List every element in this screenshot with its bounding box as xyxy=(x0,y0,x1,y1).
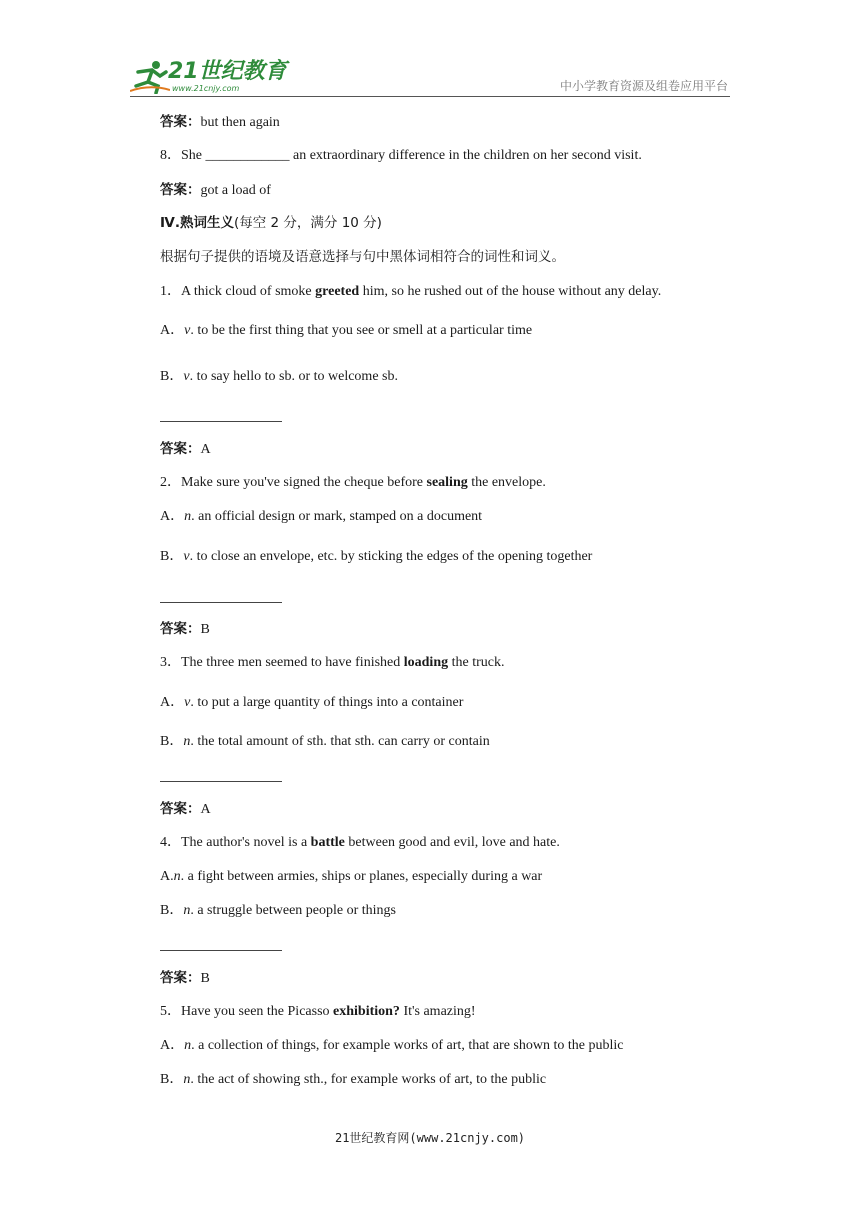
answer-7 xyxy=(160,113,280,132)
question-text-end: It's amazing! xyxy=(399,1004,476,1019)
site-logo[interactable] xyxy=(130,60,290,94)
answer-1 xyxy=(160,440,211,459)
part-of-speech: v xyxy=(184,695,191,710)
option-letter: A． xyxy=(160,509,185,524)
section-4-instructions xyxy=(160,248,565,267)
answer-text: but then again xyxy=(200,115,280,130)
part-of-speech: n xyxy=(173,869,181,884)
option-3a xyxy=(160,694,463,712)
answer-label: 答案： xyxy=(160,970,201,986)
question-1 xyxy=(160,283,661,301)
option-definition: . to put a large quantity of things into a container xyxy=(190,695,464,710)
question-3 xyxy=(160,654,504,672)
option-5a xyxy=(160,1037,623,1055)
part-of-speech: n xyxy=(184,509,192,524)
runner-logo-icon xyxy=(130,60,170,94)
answer-8 xyxy=(160,181,271,200)
logo-text: 21世纪教育 xyxy=(168,59,287,84)
answer-text: got a load of xyxy=(200,183,271,198)
part-of-speech: n xyxy=(184,1038,192,1053)
answer-blank-1[interactable] xyxy=(160,421,282,422)
page-footer[interactable]: 21世纪教育网(www.21cnjy.com) xyxy=(334,1131,526,1145)
option-letter: B． xyxy=(160,734,184,749)
key-word: sealing xyxy=(426,475,468,490)
instruction-text: 根据句子提供的语境及语意选择与句中黑体词相符合的词性和词义。 xyxy=(160,249,565,265)
answer-label: 答案： xyxy=(160,182,201,198)
answer-label: 答案： xyxy=(160,801,201,817)
platform-name: 中小学教育资源及组卷应用平台 xyxy=(559,79,728,93)
question-text: 1．A thick cloud of smoke xyxy=(160,284,316,299)
answer-blank-2[interactable] xyxy=(160,602,282,603)
key-word: exhibition? xyxy=(333,1004,400,1019)
option-letter: B． xyxy=(160,1072,184,1087)
key-word: loading xyxy=(403,655,449,670)
part-of-speech: v xyxy=(183,549,190,564)
question-4 xyxy=(160,834,560,852)
option-letter: B． xyxy=(160,903,184,918)
option-definition: . an official design or mark, stamped on a document xyxy=(191,509,483,524)
answer-label: 答案： xyxy=(160,441,201,457)
option-1b xyxy=(160,368,398,386)
part-of-speech: n xyxy=(183,903,191,918)
option-definition: . the total amount of sth. that sth. can carry or contain xyxy=(190,734,490,749)
option-definition: . to say hello to sb. or to welcome sb. xyxy=(189,369,398,384)
answer-text: B xyxy=(200,971,210,986)
answer-3 xyxy=(160,800,211,819)
option-letter: A. xyxy=(160,869,174,884)
question-text-end: the envelope. xyxy=(467,475,546,490)
question-text-end: the truck. xyxy=(448,655,505,670)
question-text: 5．Have you seen the Picasso xyxy=(160,1004,334,1019)
answer-label: 答案： xyxy=(160,114,201,130)
part-of-speech: v xyxy=(184,323,191,338)
option-definition: . a collection of things, for example works of art, that are shown to the public xyxy=(191,1038,624,1053)
section-4-title xyxy=(160,214,382,233)
key-word: greeted xyxy=(315,284,360,299)
part-of-speech: v xyxy=(183,369,190,384)
option-letter: B． xyxy=(160,549,184,564)
answer-text: A xyxy=(200,802,211,817)
answer-text: B xyxy=(200,622,210,637)
question-text-end: between good and evil, love and hate. xyxy=(344,835,560,850)
key-word: battle xyxy=(310,835,345,850)
option-definition: . a fight between armies, ships or planes, especially during a war xyxy=(180,869,543,884)
question-text: 4．The author's novel is a xyxy=(160,835,311,850)
option-definition: . to close an envelope, etc. by sticking the edges of the opening together xyxy=(189,549,593,564)
option-3b xyxy=(160,733,490,751)
page-header xyxy=(130,58,730,97)
question-text-end: him, so he rushed out of the house without any delay. xyxy=(359,284,662,299)
answer-2 xyxy=(160,620,210,639)
question-2 xyxy=(160,474,546,492)
option-definition: . to be the first thing that you see or smell at a particular time xyxy=(190,323,533,338)
question-text: 2．Make sure you've signed the cheque before xyxy=(160,475,427,490)
option-2b xyxy=(160,548,592,566)
option-definition: . the act of showing sth., for example works of art, to the public xyxy=(190,1072,547,1087)
option-letter: A． xyxy=(160,1038,185,1053)
question-text: 3．The three men seemed to have finished xyxy=(160,655,404,670)
part-of-speech: n xyxy=(183,1072,191,1087)
question-5 xyxy=(160,1003,476,1021)
answer-4 xyxy=(160,969,210,988)
question-8 xyxy=(160,147,642,165)
logo-url: www.21cnjy.com xyxy=(172,84,240,93)
option-4b xyxy=(160,902,396,920)
option-letter: B． xyxy=(160,369,184,384)
option-2a xyxy=(160,508,482,526)
section-heading: Ⅳ.熟词生义 xyxy=(160,215,234,231)
option-letter: A． xyxy=(160,323,185,338)
option-1a xyxy=(160,322,532,340)
answer-blank-3[interactable] xyxy=(160,781,282,782)
question-text: 8．She ____________ an extraordinary difference in the children on her second visit. xyxy=(160,148,642,163)
option-definition: . a struggle between people or things xyxy=(190,903,397,918)
answer-text: A xyxy=(200,442,211,457)
option-5b xyxy=(160,1071,546,1089)
answer-label: 答案： xyxy=(160,621,201,637)
section-score: (每空 2 分，满分 10 分) xyxy=(233,215,382,231)
answer-blank-4[interactable] xyxy=(160,950,282,951)
option-4a xyxy=(160,868,542,886)
part-of-speech: n xyxy=(183,734,191,749)
option-letter: A． xyxy=(160,695,185,710)
